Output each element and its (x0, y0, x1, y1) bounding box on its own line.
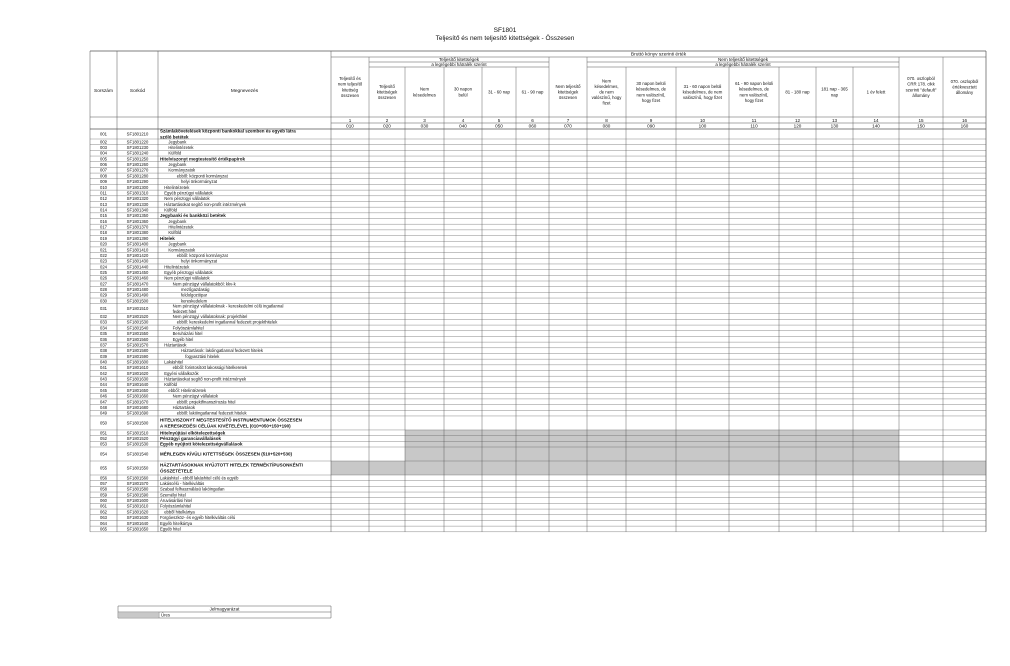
row-sorkod: SF1801310 (126, 190, 149, 196)
col-code: 030 (420, 123, 429, 129)
col-header-10: késedelmes, de nem (682, 89, 723, 95)
row-sorkod: SF1801500 (126, 420, 149, 426)
row-label: Jegybank (168, 139, 187, 145)
row-label: Áruvásárlási hitel (160, 498, 192, 504)
row-sorszam: 014 (100, 207, 107, 213)
row-sorkod: SF1801580 (126, 486, 149, 492)
col-number: 5 (497, 117, 501, 123)
col-header-13: 181 nap - 365 (821, 86, 848, 92)
row-label: A KERESKEDÉSI CÉLÚAK KIVÉTELÉVEL (010+050+150+190) (160, 423, 291, 429)
col-number: 6 (531, 117, 534, 123)
row-sorszam: 050 (100, 420, 107, 426)
row-label: Egyéb hitel (160, 526, 181, 532)
row-sorkod: SF1801670 (126, 399, 149, 405)
row-sorszam: 034 (100, 325, 107, 331)
row-sorszam: 062 (100, 509, 107, 515)
row-label: Nem pénzügyi vállalatokból: kkv-k (172, 281, 236, 287)
row-sorkod: SF1801410 (126, 247, 149, 253)
col-number: 7 (566, 117, 570, 123)
col-header-4: belül (458, 92, 468, 98)
row-sorszam: 013 (100, 201, 107, 207)
row-label: Kormányzatok (168, 247, 196, 253)
col-code: 070 (564, 123, 572, 129)
row-sorkod: SF1801520 (126, 314, 149, 320)
col-header-4: 30 napon (454, 86, 472, 92)
row-sorkod: SF1801610 (126, 503, 149, 509)
col-code: 140 (872, 123, 880, 129)
row-sorszam: 051 (100, 430, 107, 436)
row-sorszam: 045 (100, 387, 107, 393)
row-sorkod: SF1801320 (126, 196, 149, 202)
row-sorszam: 055 (100, 465, 107, 471)
row-label: ebből: forintosított lakossági hitelkeretek (172, 365, 248, 371)
row-label: Folyószámlahitel (160, 503, 192, 509)
col-header-11: 61 - 90 napon belüli (735, 81, 773, 87)
row-sorkod: SF1801470 (126, 281, 149, 287)
col-header-3: késedelmes (413, 92, 436, 98)
col-header-1: nem teljesítő (337, 81, 363, 87)
col-header-7: Nem teljesítő (555, 83, 581, 89)
col-header-11: hogy fizet (744, 97, 764, 103)
row-label: Háztartásokat segítő non-profit intézmények (164, 376, 247, 382)
row-label: MÉRLEGEN KÍVÜLI KITETTSÉGEK ÖSSZESEN (510+520+530) (160, 451, 293, 457)
col-sorkod-header: Sorkód (129, 89, 146, 94)
row-label: fedezett hitel (172, 308, 197, 314)
row-sorkod: SF1801570 (126, 342, 149, 348)
row-label: ebből: kereskedelmi ingatlannal fedezett projekthitelek (176, 319, 278, 325)
row-label: Külföld (164, 382, 178, 388)
col-code: 060 (528, 123, 537, 129)
row-sorszam: 018 (100, 230, 107, 236)
col-header-15: CRR 178. cikk (907, 81, 935, 87)
col-number: 15 (918, 117, 924, 123)
row-sorszam: 040 (100, 359, 107, 365)
row-label: Lakáshitel (164, 359, 184, 365)
row-sorkod: SF1801600 (126, 498, 149, 504)
row-sorszam: 054 (100, 451, 107, 457)
col-header-8: valószínű, hogy (591, 95, 622, 101)
row-sorszam: 053 (100, 441, 107, 447)
row-label: Nem pénzügyi vállalatoknak: projekthitel (172, 314, 248, 320)
col-code: 020 (383, 123, 391, 129)
row-sorkod: SF1801640 (126, 520, 149, 526)
row-label: Háztartások (172, 404, 195, 410)
row-sorszam: 022 (100, 252, 107, 258)
row-label: Folyószámlahitel (172, 325, 204, 331)
row-label: Nem pénzügyi vállalatok (164, 196, 210, 202)
row-sorszam: 021 (100, 247, 107, 253)
empty-cell-shade (405, 430, 899, 436)
row-sorszam: 046 (100, 393, 107, 399)
col-number: 1 (348, 117, 352, 123)
row-sorkod: SF1801380 (126, 230, 149, 236)
col-sorszam-header: Sorszám (94, 89, 113, 94)
row-label: Lakáscélú - hitelkiváltás (160, 481, 205, 487)
col-header-15: állomány (912, 92, 930, 98)
row-label: Külföld (164, 207, 178, 213)
col-header-8: de nem (599, 89, 614, 95)
row-label: Hitelintézetek (168, 224, 194, 230)
row-sorkod: SF1801340 (126, 207, 149, 213)
legend-gray-label: Üres (161, 612, 171, 618)
col-header-2: Teljesítő (379, 83, 395, 89)
col-number: 14 (873, 117, 879, 123)
row-sorszam: 026 (100, 275, 107, 281)
row-sorszam: 008 (100, 173, 107, 179)
col-header-1: összesen (340, 92, 360, 98)
row-sorszam: 052 (100, 435, 107, 441)
col-header-3: Nem (419, 86, 430, 92)
row-sorkod: SF1801350 (126, 213, 149, 219)
row-sorkod: SF1801660 (126, 393, 149, 399)
row-label: Személyi hitel (160, 492, 186, 498)
row-label: Hitelviszonyt megtestesítő értékpapírok (160, 156, 246, 162)
row-sorszam: 012 (100, 196, 107, 202)
row-sorszam: 049 (100, 410, 107, 416)
row-label: Jegybank (168, 218, 187, 224)
col-header-16: állomány (955, 90, 974, 96)
row-sorkod: SF1801530 (126, 319, 149, 325)
col-header-8: késedelmes, (594, 83, 619, 89)
col-number: 12 (794, 117, 801, 123)
row-sorkod: SF1801590 (126, 353, 149, 359)
nonperforming-sub-header: a legrégebbi hátralék szerint (715, 62, 771, 67)
row-label: fogyasztási hitelek (185, 353, 220, 359)
empty-cell-shade (405, 447, 899, 461)
col-header-13: nap (830, 92, 839, 98)
row-label: Külföld (168, 150, 182, 156)
row-sorkod: SF1801550 (126, 331, 149, 337)
row-sorkod: SF1801480 (126, 287, 149, 293)
col-code: 130 (830, 123, 839, 129)
col-header-16: 070. oszlopból (950, 78, 979, 84)
row-label: ebből: központi kormányzat (176, 252, 228, 258)
row-sorszam: 037 (100, 342, 107, 348)
row-sorszam: 027 (100, 281, 107, 287)
row-sorszam: 060 (100, 498, 107, 504)
row-sorszam: 023 (100, 258, 107, 264)
row-label: Egyéb pénzügyi vállalatok (164, 269, 213, 275)
row-sorszam: 057 (100, 481, 107, 487)
row-sorkod: SF1801620 (126, 509, 149, 515)
row-label: Külföld (168, 230, 182, 236)
row-sorkod: SF1801600 (126, 359, 149, 365)
row-sorkod: SF1801550 (126, 465, 149, 471)
row-sorkod: SF1801360 (126, 218, 149, 224)
row-sorkod: SF1801560 (126, 336, 149, 342)
row-sorszam: 016 (100, 218, 107, 224)
row-sorkod: SF1801540 (126, 451, 149, 457)
col-code: 160 (960, 123, 969, 129)
row-sorkod: SF1801630 (126, 515, 149, 521)
legend-gray-swatch (118, 612, 158, 617)
col-header-8: Nem (601, 78, 612, 84)
col-header-15: szerinti "default" (905, 87, 937, 93)
col-number: 8 (605, 117, 608, 123)
row-sorkod: SF1801430 (126, 258, 149, 264)
col-number: 4 (461, 117, 465, 123)
col-number: 11 (751, 117, 757, 123)
row-label: mezőgazdaság (181, 287, 210, 293)
col-header-15: 070. oszlopból (907, 76, 935, 82)
row-label: ebből: Hitelintézetek (168, 387, 207, 393)
row-sorszam: 005 (100, 156, 107, 162)
row-sorkod: SF1801500 (126, 298, 149, 304)
row-sorkod: SF1801370 (126, 224, 149, 230)
row-sorszam: 041 (100, 365, 107, 371)
col-code: 100 (698, 123, 707, 129)
row-label: HITELVISZONYT MEGTESTESÍTŐ INSTRUMENTUMOK ÖSSZESEN (160, 417, 302, 423)
col-number: 13 (831, 117, 838, 123)
row-label: ebből: központi kormányzat (176, 173, 228, 179)
row-sorszam: 063 (100, 515, 107, 521)
row-label: Jegybank (168, 162, 187, 168)
row-sorszam: 038 (100, 348, 107, 354)
col-code: 120 (793, 123, 802, 129)
row-sorszam: 002 (100, 139, 107, 145)
row-sorkod: SF1801650 (126, 387, 149, 393)
report-code: SF1801 (493, 27, 517, 34)
col-number: 10 (699, 117, 706, 123)
row-sorkod: SF1801330 (126, 201, 149, 207)
empty-cell-shade (405, 441, 899, 447)
row-label: Egyéni vállalkozók (164, 370, 199, 376)
row-label: HÁZTARTÁSOKNAK NYÚJTOTT HITELEK TERMÉKTÍPUSONKÉNTI (160, 462, 303, 468)
row-label: Egyéb nyújtott kötelezettségvállalások (160, 441, 243, 447)
brutto-header: Bruttó könyv szerinti érték (630, 52, 687, 58)
row-label: Egyéb hitel (172, 336, 194, 342)
col-code: 010 (346, 123, 354, 129)
row-sorkod: SF1801510 (126, 306, 149, 312)
row-sorkod: SF1801390 (126, 235, 149, 241)
row-label: ebből: lakóingatlannal fedezett hitelek (176, 410, 247, 416)
row-sorkod: SF1801450 (126, 269, 149, 275)
col-header-2: összesen (377, 95, 397, 101)
row-sorkod: SF1801610 (126, 365, 149, 371)
row-label: Nem pénzügyi vállalatoknak - kereskedelmi célú ingatlannal (172, 303, 284, 309)
col-number: 9 (649, 117, 653, 123)
row-sorszam: 017 (100, 224, 107, 230)
col-header-10: 31 - 60 napon belüli (683, 83, 722, 89)
row-sorszam: 031 (100, 306, 107, 312)
report-title: Teljesítő és nem teljesítő kitettségek - Összesen (435, 35, 575, 42)
row-sorszam: 065 (100, 526, 107, 532)
legend-title: Jelmagyarázat (209, 606, 240, 612)
row-sorszam: 028 (100, 287, 107, 293)
row-sorkod: SF1801580 (126, 348, 149, 354)
row-sorkod: SF1801490 (126, 292, 149, 298)
col-header-14: 1 év felett (866, 89, 886, 95)
row-sorszam: 033 (100, 319, 107, 325)
row-sorszam: 009 (100, 179, 107, 185)
row-label: ebből: projektfinanszírozás hitel (176, 399, 236, 405)
row-label: Jegybanki és bankközi betétek (160, 213, 226, 219)
row-sorszam: 048 (100, 404, 107, 410)
col-header-11: nem valószínű, (739, 92, 769, 98)
row-label: Hitelnyújtási elkötelezettségek (160, 430, 226, 436)
row-sorkod: SF1801530 (126, 441, 149, 447)
row-label: kereskedelem (181, 298, 208, 304)
performing-group-header: Teljesítő kitettségek (438, 57, 480, 62)
row-label: Lakáshitel - ebből lakáshitel célú és egyéb (160, 475, 239, 481)
row-label: ebből hitelkártya (164, 509, 195, 515)
row-sorkod: SF1801570 (126, 481, 149, 487)
row-sorkod: SF1801620 (126, 370, 149, 376)
row-sorkod: SF1801560 (126, 475, 149, 481)
row-sorszam: 059 (100, 492, 107, 498)
row-sorszam: 015 (100, 213, 107, 219)
col-header-9: hogy fizet (641, 97, 661, 103)
row-label: Forgóeszköz- és egyéb hitelkiváltás célú (160, 515, 236, 521)
row-label: Jegybank (168, 241, 187, 247)
row-sorszam: 064 (100, 520, 107, 526)
row-label: Háztartások (164, 342, 187, 348)
col-header-7: kitettségek (557, 89, 579, 95)
row-label: Nem pénzügyi vállalatok (172, 393, 218, 399)
col-number: 2 (385, 117, 389, 123)
row-sorszam: 024 (100, 264, 107, 270)
row-sorkod: SF1801230 (126, 145, 149, 151)
col-header-9: késedelmes, de (635, 86, 667, 92)
row-sorkod: SF1801690 (126, 410, 149, 416)
row-label: Beruházási hitel (172, 331, 203, 337)
row-sorkod: SF1801290 (126, 179, 149, 185)
row-label: Kormányzatok (168, 167, 196, 173)
row-sorszam: 025 (100, 269, 107, 275)
row-sorszam: 011 (100, 190, 107, 196)
row-sorszam: 003 (100, 145, 107, 151)
row-sorkod: SF1801650 (126, 526, 149, 532)
row-sorkod: SF1801510 (126, 430, 149, 436)
row-sorkod: SF1801260 (126, 162, 149, 168)
row-sorszam: 039 (100, 353, 107, 359)
row-sorkod: SF1801250 (126, 156, 149, 162)
col-header-12: 81 - 180 nap (785, 89, 810, 95)
row-sorszam: 047 (100, 399, 107, 405)
row-label: Hitelintézetek (168, 145, 194, 151)
row-label: feldolgozóipar (181, 292, 208, 298)
row-sorkod: SF1801630 (126, 376, 149, 382)
row-sorszam: 006 (100, 162, 107, 168)
row-label: Egyéb pénzügyi vállalatok (164, 190, 213, 196)
row-label: Háztartások: lakóingatlannal fedezett hitelek (181, 348, 263, 354)
row-sorszam: 058 (100, 486, 107, 492)
empty-cell-shade (405, 436, 899, 442)
col-header-1: kitettség (341, 87, 359, 93)
empty-row-shade (331, 461, 986, 475)
col-header-10: valószínű, hogy fizet (683, 95, 722, 101)
col-header-11: késedelmes, de (738, 86, 770, 92)
row-sorszam: 035 (100, 331, 107, 337)
col-megnevezes-header: Megnevezés (230, 89, 259, 94)
row-label: Háztartásokat segítő non-profit intézmények (164, 201, 247, 207)
performing-sub-header: a legrégebbi hátralék szerint (431, 62, 487, 67)
row-label: Számlakövetelések központi bankokkal szemben és egyéb látra (160, 128, 296, 134)
col-header-16: értékvesztett (952, 84, 977, 90)
col-header-9: nem valószínű, (636, 92, 666, 98)
row-sorkod: SF1801420 (126, 252, 149, 258)
col-header-1: Teljesítő és (339, 76, 361, 82)
row-sorkod: SF1801300 (126, 184, 149, 190)
nonperforming-group-header: Nem teljesítő kitettségek (717, 57, 769, 62)
row-sorkod: SF1801680 (126, 404, 149, 410)
row-sorszam: 036 (100, 336, 107, 342)
col-number: 16 (961, 117, 968, 123)
col-code: 110 (750, 123, 758, 129)
row-sorkod: SF1801280 (126, 173, 149, 179)
row-label: Hitelintézetek (164, 184, 190, 190)
row-sorszam: 010 (100, 184, 107, 190)
row-label: Szabad felhasználású lakóingatlan (160, 486, 225, 492)
row-sorkod: SF1801590 (126, 492, 149, 498)
row-label: helyi önkormányzat (181, 258, 218, 264)
row-sorszam: 044 (100, 382, 107, 388)
col-header-8: fizet (602, 100, 611, 106)
row-sorszam: 043 (100, 376, 107, 382)
col-code: 090 (647, 123, 655, 129)
col-header-5: 31 - 60 nap (488, 89, 510, 95)
col-code: 150 (917, 123, 925, 129)
col-code: 040 (459, 123, 467, 129)
row-sorszam: 001 (100, 131, 107, 137)
col-header-2: kitettségek (376, 89, 398, 95)
row-sorszam: 007 (100, 167, 107, 173)
col-code: 050 (495, 123, 503, 129)
col-header-6: 61 - 90 nap (521, 89, 544, 95)
row-sorkod: SF1801270 (126, 167, 149, 173)
row-sorszam: 020 (100, 241, 107, 247)
row-sorkod: SF1801640 (126, 382, 149, 388)
col-number: 3 (423, 117, 426, 123)
row-label: Nem pénzügyi vállalatok (164, 275, 210, 281)
row-label: Pénzügyi garanciavállalások (160, 435, 222, 441)
col-header-7: összesen (558, 95, 578, 101)
col-header-9: 30 napon belüli (636, 81, 666, 87)
row-label: ÖSSZETÉTELE (160, 468, 193, 474)
row-label: szóló betétek (160, 134, 189, 140)
row-sorkod: SF1801210 (126, 131, 149, 137)
row-label: Hitelintézetek (164, 264, 190, 270)
row-sorszam: 032 (100, 314, 107, 320)
col-code: 080 (602, 123, 611, 129)
row-sorkod: SF1801220 (126, 139, 149, 145)
row-sorszam: 030 (100, 298, 107, 304)
row-label: helyi önkormányzat (181, 179, 218, 185)
row-sorszam: 004 (100, 150, 107, 156)
row-sorszam: 029 (100, 292, 107, 298)
row-sorkod: SF1801440 (126, 264, 149, 270)
row-sorkod: SF1801520 (126, 435, 149, 441)
row-sorszam: 061 (100, 503, 107, 509)
row-label: Hitelek (160, 235, 175, 241)
row-sorkod: SF1801240 (126, 150, 149, 156)
row-sorkod: SF1801400 (126, 241, 149, 247)
row-sorszam: 019 (100, 235, 107, 241)
row-sorszam: 042 (100, 370, 107, 376)
row-sorkod: SF1801460 (126, 275, 149, 281)
row-sorszam: 056 (100, 475, 107, 481)
row-sorkod: SF1801540 (126, 325, 149, 331)
row-label: Egyéb hitelkártya (160, 520, 193, 526)
